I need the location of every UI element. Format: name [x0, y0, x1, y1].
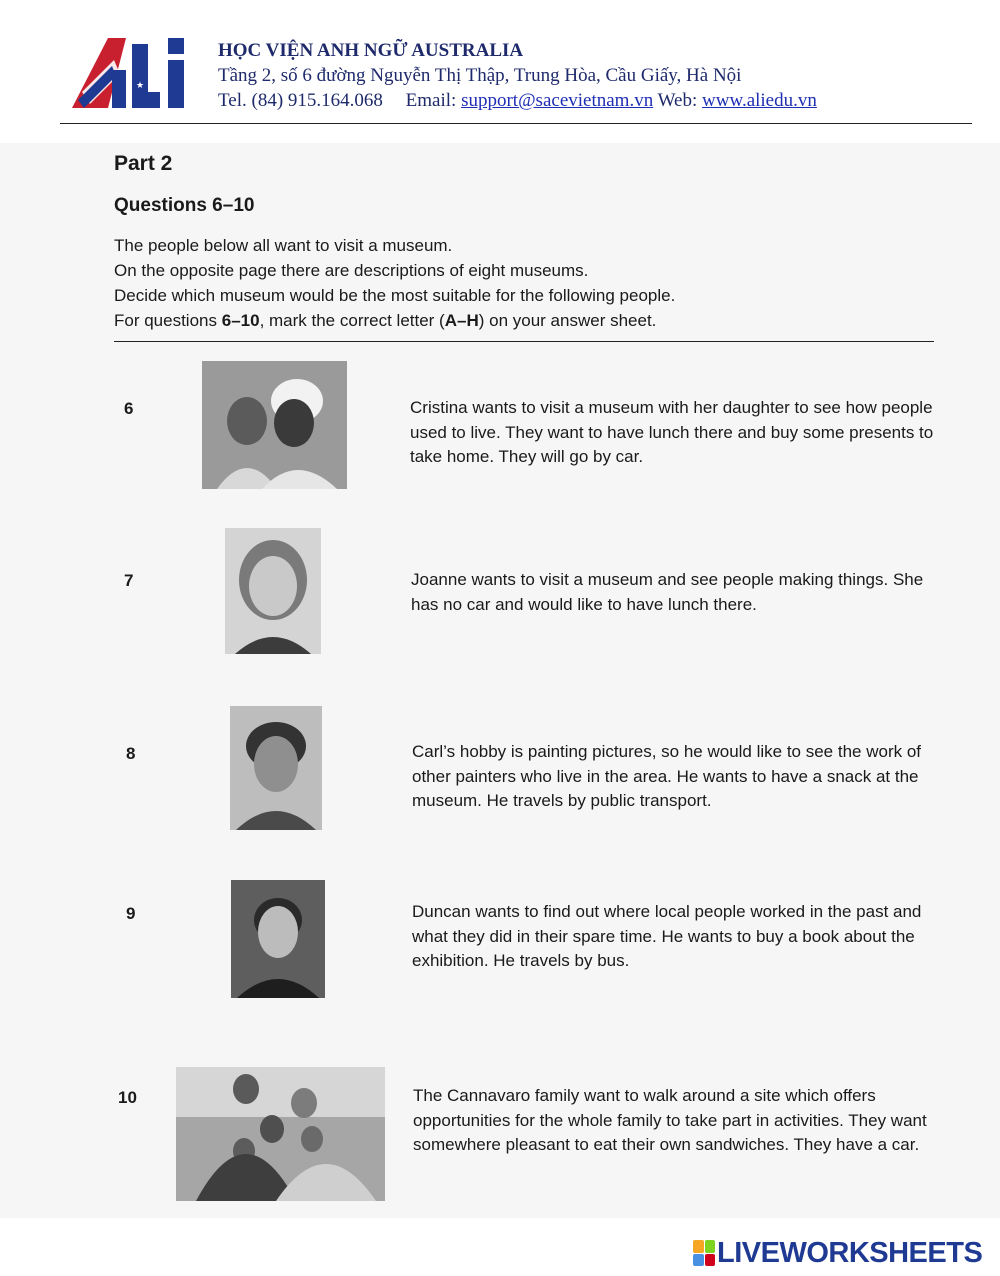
email-label: Email: [405, 90, 457, 111]
question-number-10: 10 [118, 1088, 137, 1107]
instructions-divider [114, 341, 934, 342]
institute-name: HỌC VIỆN ANH NGỮ AUSTRALIA [218, 40, 524, 61]
liveworksheets-logo[interactable] [693, 1233, 982, 1273]
email-link[interactable]: support@sacevietnam.vn [461, 90, 654, 111]
question-number-7: 7 [124, 571, 134, 590]
instruction-line: For questions 6–10, mark the correct letter (A–H) on your answer sheet. [114, 311, 657, 330]
instructions [114, 233, 675, 333]
instruction-line: The people below all want to visit a museum. [114, 236, 453, 255]
photo-cristina-daughter [202, 361, 347, 489]
question-text-9: Duncan wants to find out where local people worked in the past and what they did in their spare time. He wants to buy a book about the exhibition. He travels by bus. [412, 902, 922, 970]
liveworksheets-brand: LIVEWORKSHEETS [717, 1236, 983, 1269]
logo-star: ★ [135, 81, 145, 91]
question-number-9: 9 [126, 904, 136, 923]
ali-logo [68, 30, 188, 114]
part-title: Part 2 [114, 152, 173, 175]
questions-title: Questions 6–10 [114, 195, 255, 216]
web-label: Web: [657, 90, 698, 111]
liveworksheets-icon [693, 1240, 715, 1266]
question-text-6: Cristina wants to visit a museum with her daughter to see how people used to live. They want to have lunch there and buy some presents to take home. They will go by car. [410, 398, 934, 466]
web-link[interactable]: www.aliedu.vn [702, 90, 817, 111]
institute-address: Tầng 2, số 6 đường Nguyễn Thị Thập, Trung Hòa, Cầu Giấy, Hà Nội [218, 65, 742, 86]
photo-duncan [231, 880, 325, 998]
photo-joanne [225, 528, 321, 654]
institute-header [218, 38, 817, 113]
question-number-6: 6 [124, 399, 134, 418]
question-text-10: The Cannavaro family want to walk around a site which offers opportunities for the whole family to take part in activities. They want somewhere pleasant to eat their own sandwiches. They have a car. [413, 1086, 927, 1154]
photo-cannavaro-family [176, 1067, 385, 1201]
photo-carl [230, 706, 322, 830]
instruction-line: Decide which museum would be the most suitable for the following people. [114, 286, 676, 305]
contact-line [218, 88, 817, 113]
question-number-8: 8 [126, 744, 136, 763]
header-divider [60, 123, 972, 124]
question-text-8: Carl’s hobby is painting pictures, so he would like to see the work of other painters who live in the area. He wants to have a snack at the museum. He travels by public transport. [412, 742, 922, 810]
instruction-line: On the opposite page there are descriptions of eight museums. [114, 261, 589, 280]
question-text-7: Joanne wants to visit a museum and see people making things. She has no car and would like to have lunch there. [411, 570, 924, 614]
tel-number: Tel. (84) 915.164.068 [218, 90, 383, 111]
